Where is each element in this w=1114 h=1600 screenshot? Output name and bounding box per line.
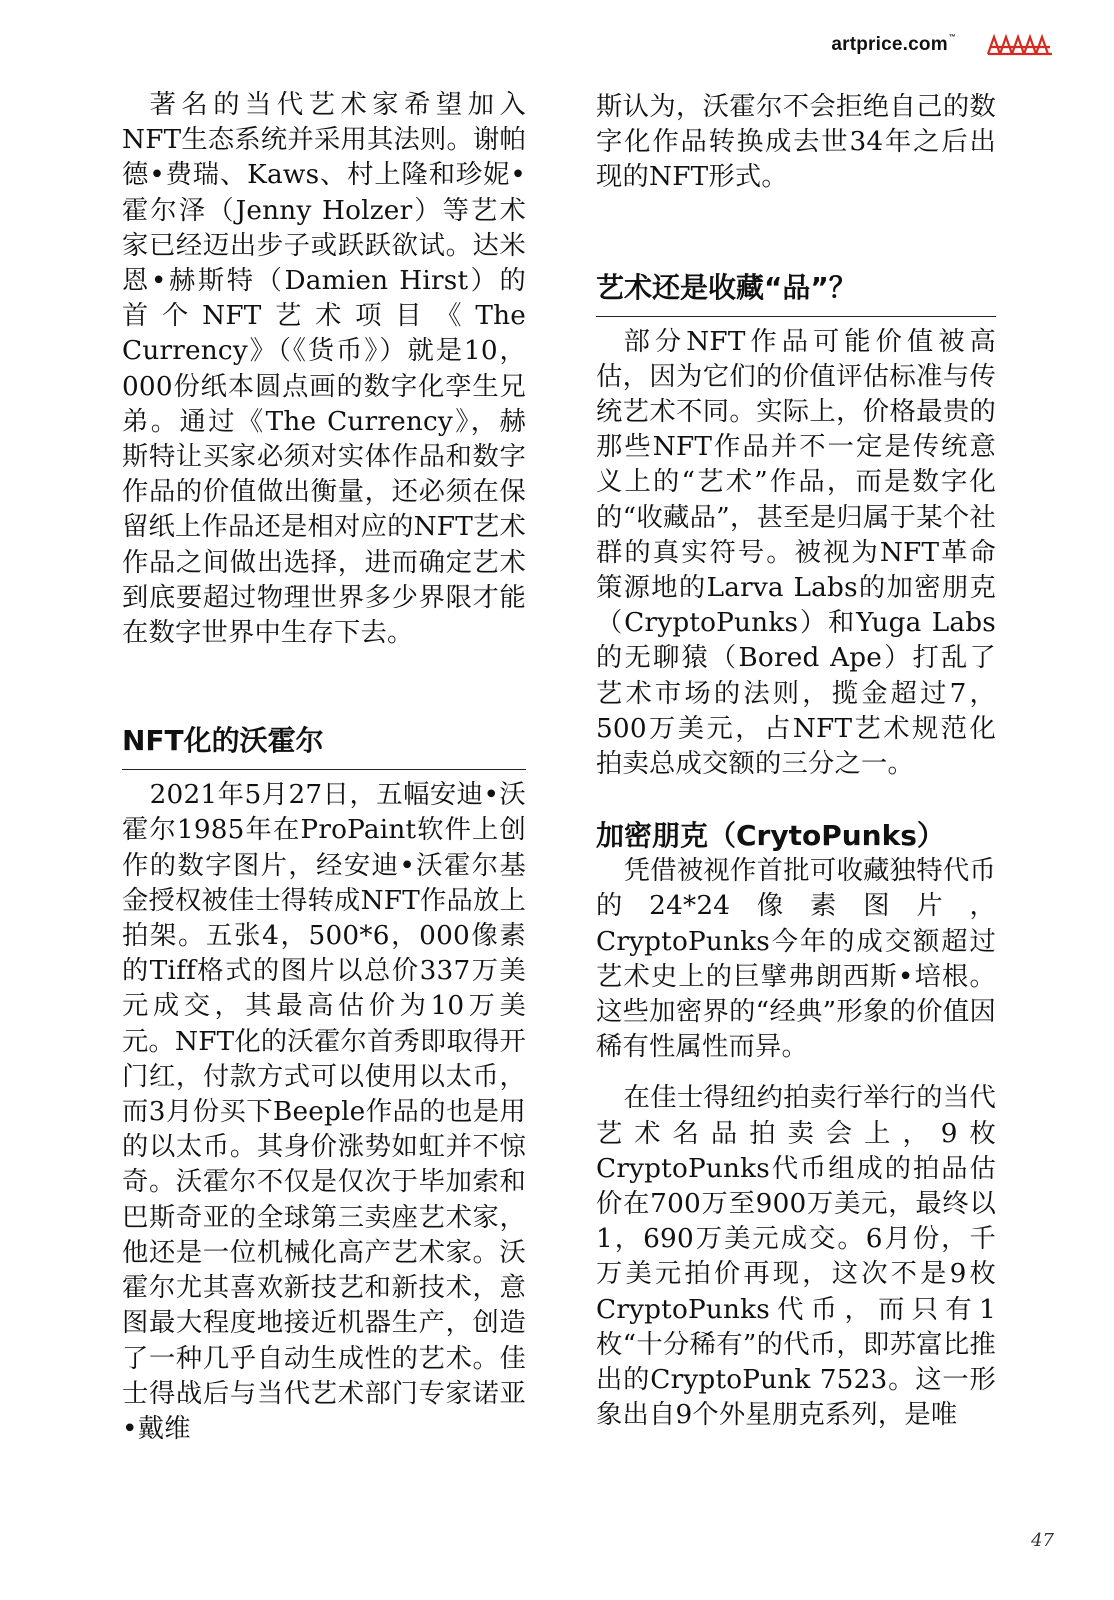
right-column xyxy=(596,90,996,1434)
warhol-paragraph: 2021年5月27日，五幅安迪•沃霍尔1985年在ProPaint软件上创作的数字图片，经安迪•沃霍尔基金授权被佳士得转成NFT作品放上拍架。五张4，500*6，000像素的Tiff格式的图片以总价337万美元成交，其最高估价为10万美元。NFT化的沃霍尔首秀即取得开门红，付款方式可以使用以太币，而3月份买下Beeple作品的也是用的以太币。其身价涨势如虹并不惊奇。沃霍尔不仅是仅次于毕加索和巴斯奇亚的全球第三卖座艺术家，他还是一位机械化高产艺术家。沃霍尔尤其喜欢新技艺和新技术，意图最大程度地接近机器生产，创造了一种几乎自动生成性的艺术。佳士得战后与当代艺术部门专家诺亚•戴维 xyxy=(122,780,526,1444)
continuation-paragraph: 斯认为，沃霍尔不会拒绝自己的数字化作品转换成去世34年之后出现的NFT形式。 xyxy=(596,92,996,193)
left-column xyxy=(122,88,526,1447)
intro-paragraph: 著名的当代艺术家希望加入NFT生态系统并采用其法则。谢帕德•费瑞、Kaws、村上隆和珍妮•霍尔泽（Jenny Holzer）等艺术家已经迈出步子或跃跃欲试。达米恩•赫斯特（Damien Hirst）的首个NFT艺术项目《The Currency》（《货币》）就是10，000份纸本圆点画的数字化孪生兄弟。通过《The Currency》，赫斯特让买家必须对实体作品和数字作品的价值做出衡量，还必须在保留纸上作品还是相对应的NFT艺术作品之间做出选择，进而确定艺术到底要超过物理世界多少界限才能在数字世界中生存下去。 xyxy=(122,90,526,649)
artmarket-logo-icon xyxy=(986,34,1054,56)
section-title-cryptopunks: 加密朋克（CrytoPunks） xyxy=(596,819,945,853)
page-header xyxy=(831,34,1054,56)
section-title-warhol: NFT化的沃霍尔 xyxy=(122,723,526,770)
brand-name: artprice.com™ xyxy=(831,34,956,55)
art-or-collectible-paragraph: 部分NFT作品可能价值被高估，因为它们的价值评估标准与传统艺术不同。实际上，价格最贵的那些NFT作品并不一定是传统意义上的“艺术”作品，而是数字化的“收藏品”，甚至是归属于某个社群的真实符号。被视为NFT革命策源地的Larva Labs的加密朋克（CryptoPunks）和Yuga Labs的无聊猿（Bored Ape）打乱了艺术市场的法则，揽金超过7，500万美元，占NFT艺术规范化拍卖总成交额的三分之一。 xyxy=(596,326,996,780)
section-title-art-or-collectible: 艺术还是收藏“品”？ xyxy=(596,270,996,317)
cryptopunks-paragraph-1: 凭借被视作首批可收藏独特代币的24*24像素图片，CryptoPunks今年的成交额超过艺术史上的巨擘弗朗西斯•培根。这些加密界的“经典”形象的价值因稀有性属性而异。 xyxy=(596,856,996,1063)
cryptopunks-paragraph-2: 在佳士得纽约拍卖行举行的当代艺术名品拍卖会上，9枚CryptoPunks代币组成的拍品估价在700万至900万美元，最终以1，690万美元成交。6月份，千万美元拍价再现，这次不是9枚CryptoPunks代币，而只有1枚“十分稀有”的代币，即苏富比推出的CryptoPunk 7523。这一形象出自9个外星朋克系列，是唯 xyxy=(596,1083,996,1431)
page-number: 47 xyxy=(1031,1530,1054,1551)
